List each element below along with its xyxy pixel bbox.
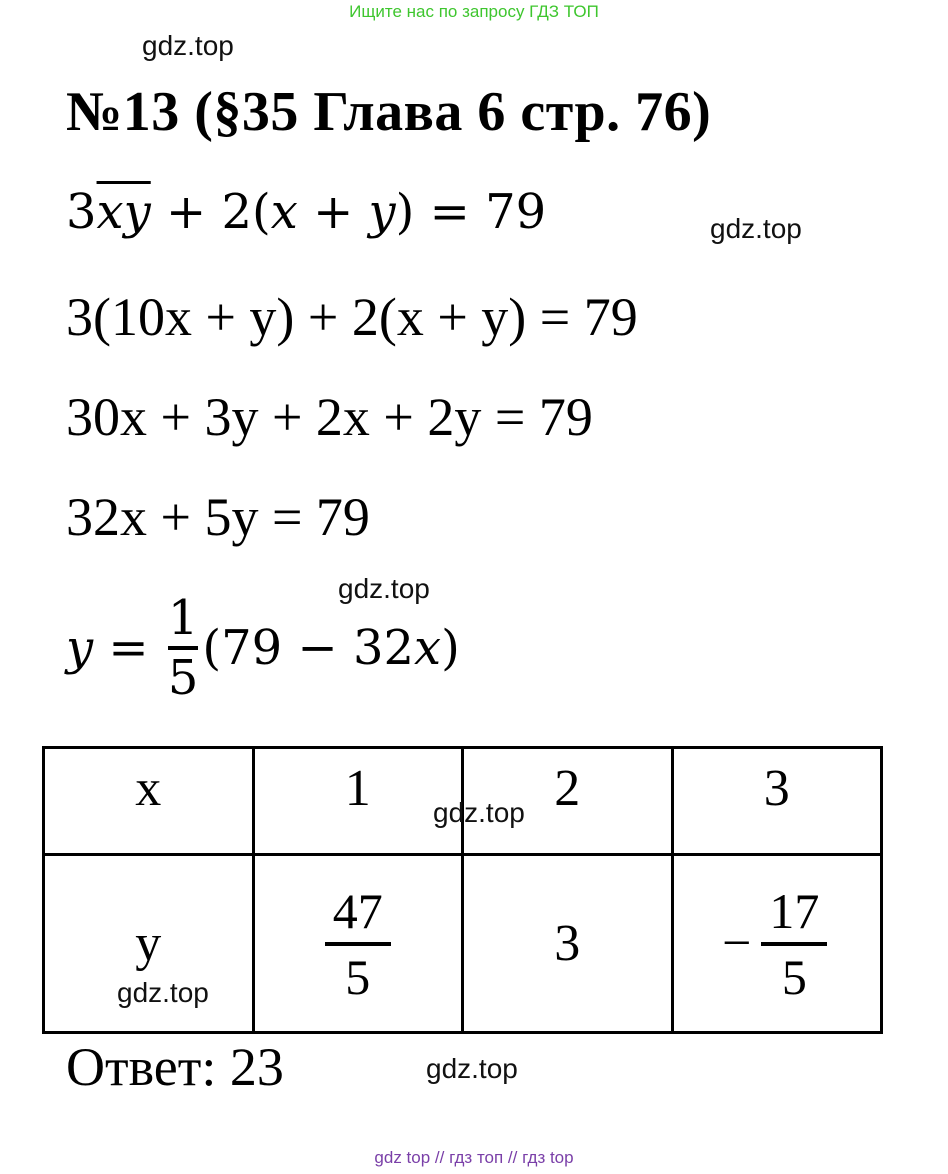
plus: + bbox=[297, 184, 369, 240]
denominator: 5 bbox=[167, 650, 199, 706]
var-x: x bbox=[270, 184, 298, 240]
numerator: 47 bbox=[332, 882, 383, 939]
fraction-17-5 bbox=[761, 882, 827, 1005]
equation-line-4: 32x + 5y = 79 bbox=[66, 487, 370, 547]
table-cell: x bbox=[44, 748, 254, 855]
watermark: gdz.top bbox=[426, 1053, 518, 1084]
two-digit-number: $\overline{xy}$ bbox=[96, 184, 151, 240]
answer: Ответ: 23 bbox=[66, 1037, 284, 1097]
expr-a: + 2( bbox=[150, 184, 271, 240]
table-cell bbox=[463, 855, 673, 1033]
footer-links: gdz top // гдз топ // гдз top bbox=[374, 1148, 574, 1167]
fraction-bar bbox=[761, 942, 827, 946]
watermark: gdz.top bbox=[710, 213, 802, 244]
fraction-one-fifth bbox=[167, 590, 199, 706]
minus-sign: − bbox=[722, 915, 752, 972]
equals: = bbox=[93, 620, 164, 676]
paren-close: ) bbox=[441, 620, 460, 676]
var-y: y bbox=[368, 184, 396, 240]
expr-b: ) = 79 bbox=[395, 184, 547, 240]
numerator: 17 bbox=[769, 882, 820, 939]
top-banner: Ищите нас по запросу ГДЗ ТОП bbox=[349, 2, 599, 21]
equation-line-2: 3(10x + y) + 2(x + y) = 79 bbox=[66, 287, 638, 347]
coef: 3 bbox=[66, 184, 97, 240]
watermark: gdz.top bbox=[117, 977, 209, 1008]
watermark: gdz.top bbox=[338, 573, 430, 604]
var-x: x bbox=[414, 620, 442, 676]
equation-line-1 bbox=[66, 184, 546, 240]
table-cell: 2 bbox=[463, 748, 673, 855]
denominator: 5 bbox=[345, 948, 371, 1005]
table-cell bbox=[253, 855, 463, 1033]
problem-heading: №13 (§35 Глава 6 стр. 76) bbox=[66, 81, 712, 143]
watermark: gdz.top bbox=[433, 797, 525, 828]
row-label-y: y bbox=[135, 915, 162, 972]
numerator: 1 bbox=[167, 590, 199, 646]
var-y: y bbox=[66, 620, 94, 676]
fraction-bar bbox=[325, 942, 391, 946]
paren-open: (79 − 32 bbox=[202, 620, 415, 676]
equation-line-5 bbox=[66, 590, 460, 706]
table-cell bbox=[672, 855, 882, 1033]
table-cell: 1 bbox=[253, 748, 463, 855]
table-cell: 3 bbox=[672, 748, 882, 855]
watermark: gdz.top bbox=[142, 30, 234, 61]
denominator: 5 bbox=[781, 948, 807, 1005]
value-y2: 3 bbox=[554, 915, 581, 972]
fraction-47-5 bbox=[325, 882, 391, 1005]
equation-line-3: 30x + 3y + 2x + 2y = 79 bbox=[66, 387, 593, 447]
